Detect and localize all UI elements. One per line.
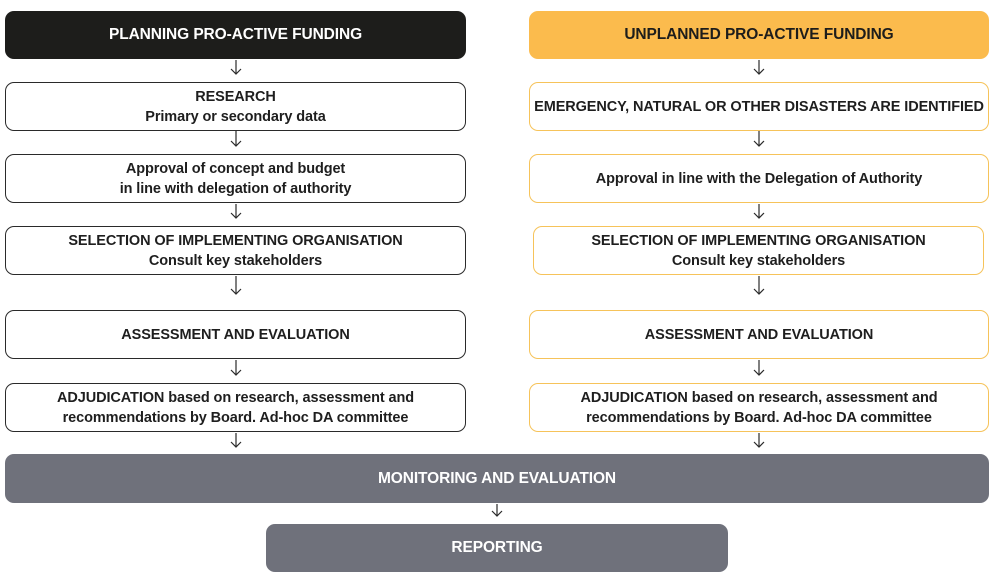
step-subtitle: Primary or secondary data	[145, 108, 326, 125]
reporting-bar	[266, 524, 728, 572]
step-title: ASSESSMENT AND EVALUATION	[644, 326, 874, 343]
arrow-right-3	[754, 204, 764, 218]
right-header-label: UNPLANNED PRO-ACTIVE FUNDING	[624, 26, 894, 43]
step-title: SELECTION OF IMPLEMENTING ORGANISATION	[591, 232, 926, 249]
arrow-left-2	[231, 131, 241, 146]
right-header	[529, 11, 989, 59]
step-title: ASSESSMENT AND EVALUATION	[121, 326, 350, 343]
left-step-adjudication	[5, 383, 466, 432]
arrow-left-1	[231, 60, 241, 74]
step-subtitle: Consult key stakeholders	[148, 252, 323, 269]
right-step-adjudication	[529, 383, 989, 432]
right-step-approval	[529, 154, 989, 203]
left-header-label: PLANNING PRO-ACTIVE FUNDING	[108, 26, 363, 43]
arrow-right-1	[754, 60, 764, 74]
step-subtitle: in line with delegation of authority	[119, 180, 352, 197]
arrow-left-4	[231, 276, 241, 294]
arrow-right-2	[754, 131, 764, 146]
step-subtitle: Consult key stakeholders	[671, 252, 846, 269]
left-step-research	[5, 82, 466, 131]
right-step-selection	[533, 226, 984, 275]
arrow-right-4	[754, 276, 764, 294]
left-step-approval	[5, 154, 466, 203]
step-subtitle: recommendations by Board. Ad-hoc DA committee	[586, 409, 932, 426]
step-title: RESEARCH	[195, 88, 276, 105]
step-title: Approval in line with the Delegation of Authority	[595, 170, 923, 187]
right-step-emergency	[529, 82, 989, 131]
reporting-label: REPORTING	[451, 539, 543, 556]
arrow-right-5	[754, 360, 764, 375]
step-title: ADJUDICATION based on research, assessment and	[580, 389, 938, 406]
arrow-center	[492, 504, 502, 516]
left-step-assessment	[5, 310, 466, 359]
step-title: SELECTION OF IMPLEMENTING ORGANISATION	[68, 232, 403, 249]
arrow-left-6	[231, 433, 241, 447]
monitoring-label: MONITORING AND EVALUATION	[377, 469, 617, 487]
left-step-selection	[5, 226, 466, 275]
monitoring-bar	[5, 454, 989, 503]
step-title: Approval of concept and budget	[125, 160, 346, 177]
step-title: EMERGENCY, NATURAL OR OTHER DISASTERS ARE IDENTIFIED	[534, 98, 984, 115]
left-header	[5, 11, 466, 59]
step-title: ADJUDICATION based on research, assessment and	[57, 389, 414, 406]
arrow-left-5	[231, 360, 241, 375]
arrow-left-3	[231, 204, 241, 218]
right-step-assessment	[529, 310, 989, 359]
arrow-right-6	[754, 433, 764, 447]
step-subtitle: recommendations by Board. Ad-hoc DA committee	[62, 409, 409, 426]
